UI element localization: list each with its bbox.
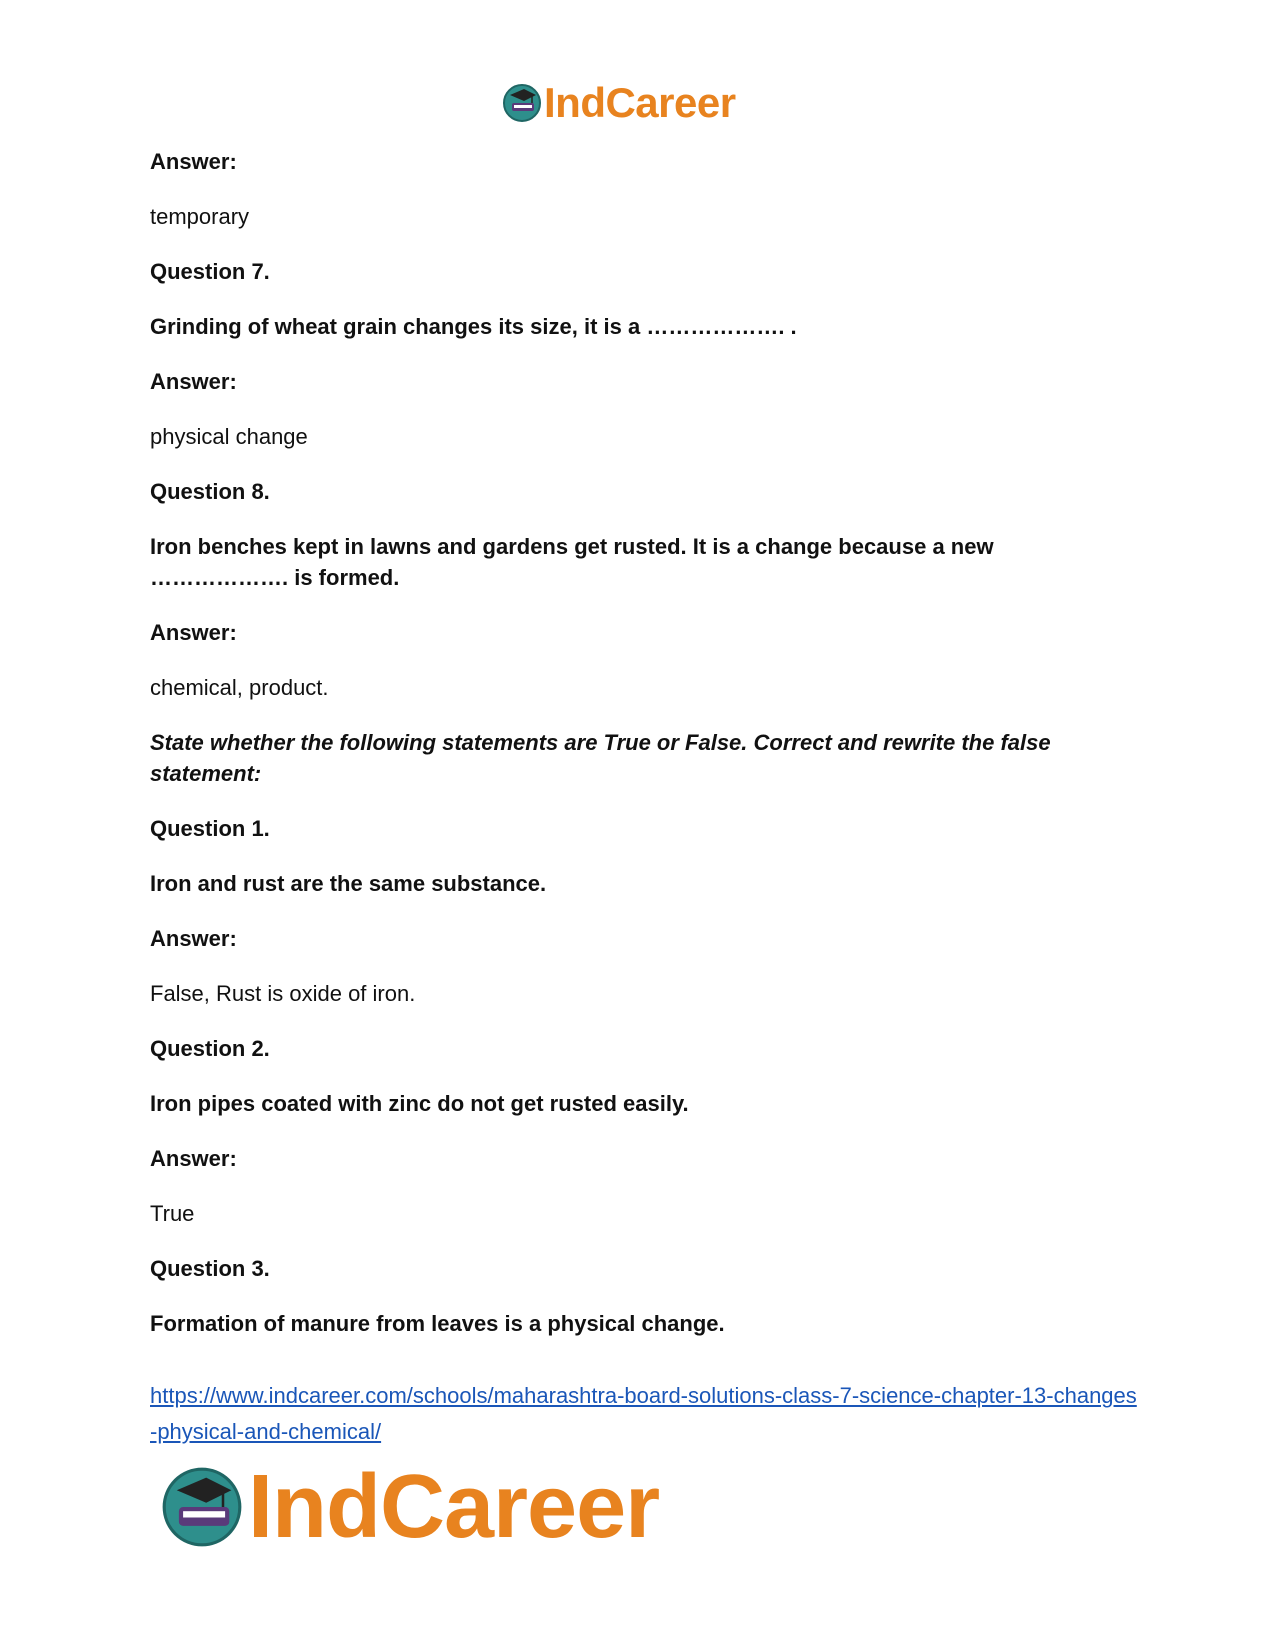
answer-label: Answer: <box>150 1146 237 1171</box>
answer-text: False, Rust is oxide of iron. <box>150 981 416 1006</box>
header-logo <box>502 79 736 126</box>
question-text: Grinding of wheat grain changes its size, it is a ………………. . <box>150 314 797 339</box>
page-content <box>150 146 1130 1339</box>
logo-text: IndCareer <box>248 1457 660 1557</box>
question-text: Iron pipes coated with zinc do not get rusted easily. <box>150 1091 689 1116</box>
answer-label: Answer: <box>150 926 237 951</box>
section-instruction: State whether the following statements are True or False. Correct and rewrite the false statement: <box>150 730 1051 786</box>
answer-label: Answer: <box>150 369 237 394</box>
answer-label: Answer: <box>150 620 237 645</box>
question-text: Iron and rust are the same substance. <box>150 871 547 896</box>
question-number: Question 1. <box>150 816 270 841</box>
logo-text: IndCareer <box>544 79 736 126</box>
footer-logo <box>160 1457 660 1557</box>
question-text: Formation of manure from leaves is a physical change. <box>150 1311 725 1336</box>
globe-book-icon <box>160 1465 244 1549</box>
question-number: Question 8. <box>150 479 270 504</box>
answer-label: Answer: <box>150 149 237 174</box>
question-number: Question 3. <box>150 1256 270 1281</box>
answer-text: chemical, product. <box>150 675 329 700</box>
answer-text: physical change <box>150 424 308 449</box>
question-text: Iron benches kept in lawns and gardens get rusted. It is a change because a new ………………. is formed. <box>150 534 994 590</box>
question-number: Question 2. <box>150 1036 270 1061</box>
source-link[interactable]: https://www.indcareer.com/schools/maharashtra-board-solutions-class-7-science-chapter-13-changes-physical-and-chemical/ <box>150 1383 1137 1444</box>
answer-text: True <box>150 1201 195 1226</box>
answer-text: temporary <box>150 204 250 229</box>
question-number: Question 7. <box>150 259 270 284</box>
globe-book-icon <box>502 83 542 123</box>
